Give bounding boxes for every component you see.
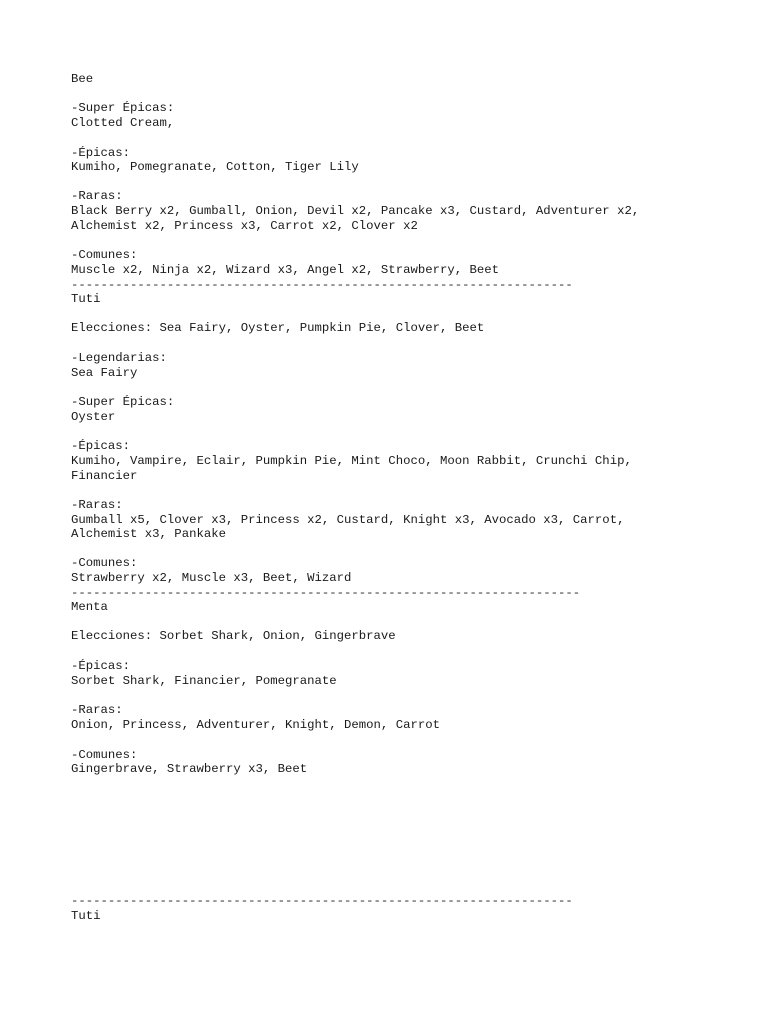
item-list: Gumball x5, Clover x3, Princess x2, Custard, Knight x3, Avocado x3, Carrot, [71,513,625,527]
category-heading: -Raras: [71,498,123,512]
item-list: Sea Fairy [71,366,138,380]
item-list: Muscle x2, Ninja x2, Wizard x3, Angel x2, Strawberry, Beet [71,263,500,277]
item-list: Alchemist x2, Princess x3, Carrot x2, Clover x2 [71,219,418,233]
item-list: Kumiho, Vampire, Eclair, Pumpkin Pie, Mint Choco, Moon Rabbit, Crunchi Chip, [71,454,632,468]
category-heading: -Raras: [71,703,123,717]
section-divider: -------------------------------------------------------------------- [71,894,573,908]
category-heading: -Super Épicas: [71,101,175,115]
category-heading: -Épicas: [71,146,131,160]
item-list: Sorbet Shark, Financier, Pomegranate [71,674,337,688]
section-divider: --------------------------------------------------------------------- [71,586,581,600]
section-title-tuti: Tuti [71,292,101,306]
category-heading: -Épicas: [71,659,131,673]
category-heading: -Comunes: [71,248,138,262]
item-list: Financier [71,469,138,483]
item-list: Alchemist x3, Pankake [71,527,226,541]
section-title-tuti: Tuti [71,909,101,923]
item-list: Kumiho, Pomegranate, Cotton, Tiger Lily [71,160,359,174]
category-heading: -Épicas: [71,439,131,453]
item-list: Onion, Princess, Adventurer, Knight, Demon, Carrot [71,718,440,732]
item-list: Oyster [71,410,116,424]
category-heading: -Raras: [71,189,123,203]
category-heading: -Comunes: [71,748,138,762]
category-heading: -Legendarias: [71,351,167,365]
section-title-menta: Menta [71,600,108,614]
category-heading: -Super Épicas: [71,395,175,409]
elecciones-line: Elecciones: Sorbet Shark, Onion, Gingerbrave [71,629,396,643]
section-title-bee: Bee [71,72,94,86]
elecciones-line: Elecciones: Sea Fairy, Oyster, Pumpkin Pie, Clover, Beet [71,321,485,335]
item-list: Strawberry x2, Muscle x3, Beet, Wizard [71,571,352,585]
section-divider: -------------------------------------------------------------------- [71,278,573,292]
item-list: Gingerbrave, Strawberry x3, Beet [71,762,308,776]
item-list: Black Berry x2, Gumball, Onion, Devil x2, Pancake x3, Custard, Adventurer x2, [71,204,640,218]
category-heading: -Comunes: [71,556,138,570]
item-list: Clotted Cream, [71,116,175,130]
